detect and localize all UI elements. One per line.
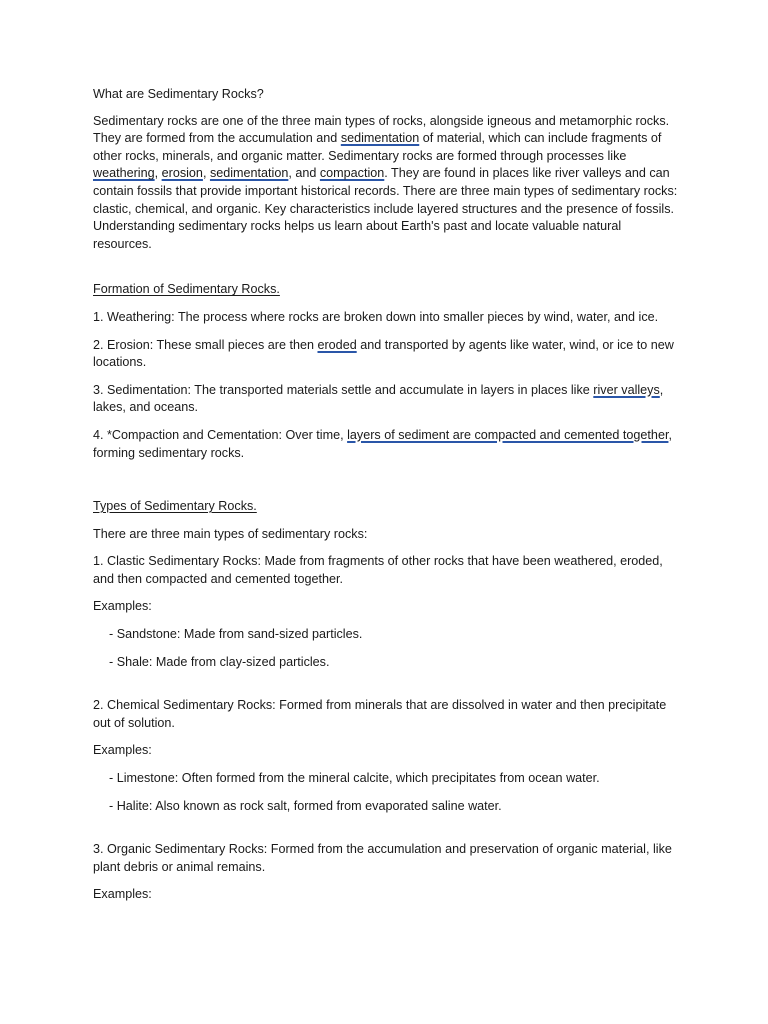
intro-text: . They are found in places like river valleys and can contain fossils that provide important historical records. There are three main types of sedimentary rocks: clastic, chemical, and organic. Key characteristics include layered structures and the presence of fossils. Understanding sedimentary rocks helps us learn about Earth's past and locate valuable natural resources. xyxy=(93,166,678,251)
intro-text: Sedimentary rocks are one of the three main types of rocks, alongside igneous and metamorphic rocks. They are formed from the accumulation and xyxy=(93,113,670,146)
types-heading xyxy=(93,498,681,516)
clastic-description: 1. Clastic Sedimentary Rocks: Made from fragments of other rocks that have been weathered, eroded, and then compacted and cemented together. xyxy=(93,554,663,586)
formation-heading xyxy=(93,281,681,299)
link-eroded[interactable]: eroded xyxy=(317,337,357,352)
formation-item-text: and transported by agents like water, wind, or ice to new locations. xyxy=(93,337,674,370)
example-halite: - Halite: Also known as rock salt, formed from evaporated saline water. xyxy=(109,798,502,813)
intro-text: , xyxy=(154,166,162,181)
formation-item-compaction xyxy=(93,427,681,462)
intro-paragraph xyxy=(93,113,681,254)
example-sandstone: - Sandstone: Made from sand-sized particles. xyxy=(109,627,363,642)
formation-item-erosion xyxy=(93,337,681,372)
link-sedimentation-2[interactable]: sedimentation xyxy=(209,166,289,181)
link-sedimentation[interactable]: sedimentation xyxy=(340,131,420,146)
organic-description: 3. Organic Sedimentary Rocks: Formed from the accumulation and preservation of organic material, like plant debris or animal remains. xyxy=(93,842,672,874)
document-page xyxy=(93,86,681,914)
formation-item-sedimentation xyxy=(93,382,681,417)
intro-text: of material, which can include fragments of other rocks, minerals, and organic matter. Sedimentary rocks are formed through processes like xyxy=(93,131,662,163)
formation-item-text: 4. *Compaction and Cementation: Over time, xyxy=(93,427,348,442)
link-erosion[interactable]: erosion xyxy=(161,166,203,181)
link-layers-compacted[interactable]: layers of sediment are compacted and cemented together xyxy=(347,427,669,442)
formation-item-text: 3. Sedimentation: The transported materials settle and accumulate in layers in places like xyxy=(93,382,594,397)
example-shale: - Shale: Made from clay-sized particles. xyxy=(109,654,330,669)
document-title: What are Sedimentary Rocks? xyxy=(93,87,264,101)
link-compaction[interactable]: compaction xyxy=(319,166,385,181)
example-limestone: - Limestone: Often formed from the mineral calcite, which precipitates from ocean water. xyxy=(109,771,600,786)
formation-item-text: , forming sedimentary rocks. xyxy=(93,427,672,460)
formation-item-text: 2. Erosion: These small pieces are then xyxy=(93,337,318,352)
types-intro: There are three main types of sedimentary rocks: xyxy=(93,526,368,541)
clastic-examples-label: Examples: xyxy=(93,599,152,614)
chemical-examples-label: Examples: xyxy=(93,743,152,758)
link-weathering[interactable]: weathering xyxy=(93,166,155,181)
organic-examples-label: Examples: xyxy=(93,887,152,902)
link-river-valleys[interactable]: river valleys xyxy=(593,382,660,397)
chemical-description: 2. Chemical Sedimentary Rocks: Formed from minerals that are dissolved in water and then precipitate out of solution. xyxy=(93,698,667,730)
formation-item-weathering: 1. Weathering: The process where rocks are broken down into smaller pieces by wind, water, and ice. xyxy=(93,309,659,324)
intro-text: , and xyxy=(288,166,320,181)
types-heading-text: Types of Sedimentary Rocks. xyxy=(93,499,257,514)
formation-item-text: , lakes, and oceans. xyxy=(93,382,664,415)
formation-heading-text: Formation of Sedimentary Rocks. xyxy=(93,282,280,297)
intro-text: , xyxy=(202,166,210,181)
